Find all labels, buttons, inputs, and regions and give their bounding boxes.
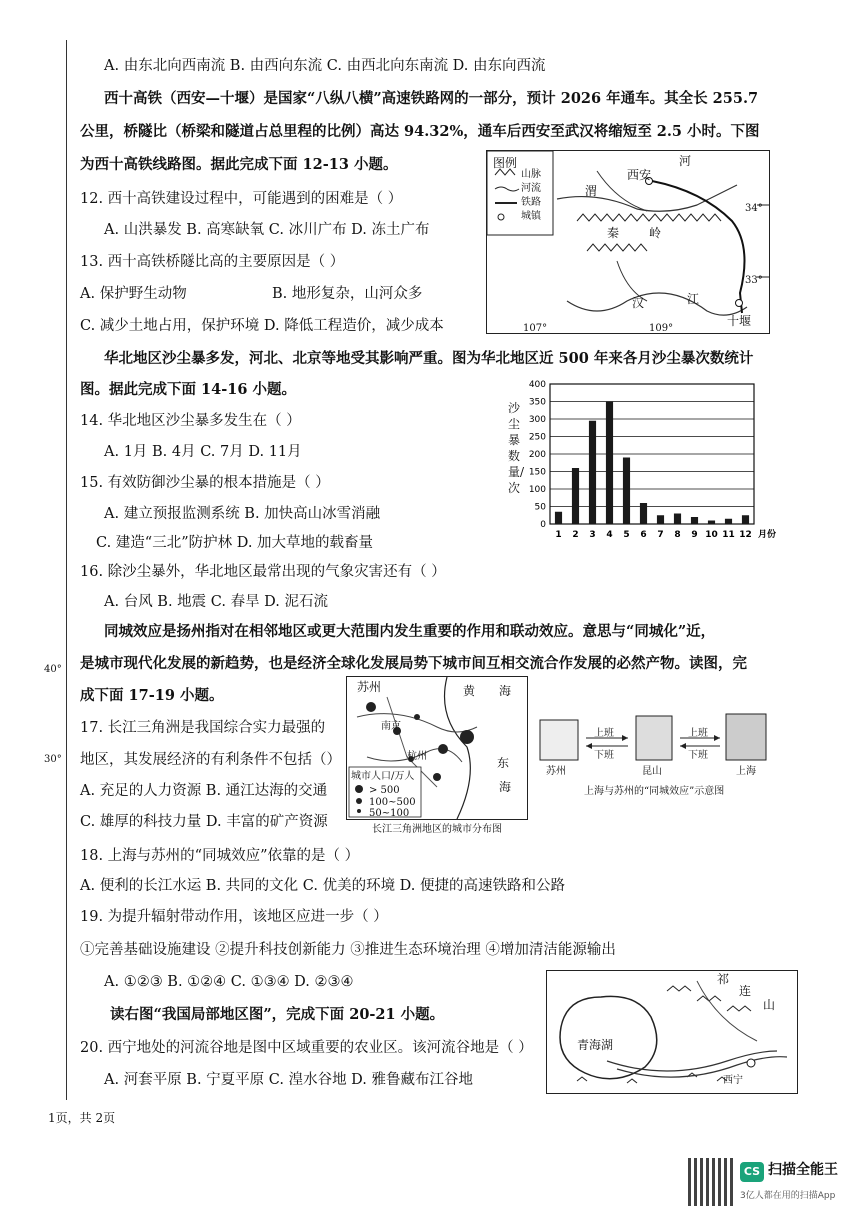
qinghai-label-shan: 山 <box>763 998 776 1012</box>
q17-options-cd: C. 雄厚的科技力量 D. 丰富的矿产资源 <box>80 814 328 830</box>
label-lon107: 107° <box>523 323 548 334</box>
q15-options-ab: A. 建立预报监测系统 B. 加快高山冰雪消融 <box>104 506 381 522</box>
label-jiang: 江 <box>687 292 700 306</box>
intro-20-21: 读右图“我国局部地区图”，完成下面 20-21 小题。 <box>110 1006 445 1023</box>
intro-17-19-line3: 成下面 17-19 小题。 <box>80 687 224 704</box>
label-lon109: 109° <box>649 323 674 334</box>
delta-label-hai2: 海 <box>499 780 512 794</box>
label-xian: 西安 <box>627 168 652 182</box>
q16-stem: 16. 除沙尘暴外，华北地区最常出现的气象灾害还有（ ） <box>80 564 446 580</box>
scanner-tagline: 3亿人都在用的扫描App <box>740 1191 836 1201</box>
commute-go-1: 上班 <box>594 728 614 739</box>
rail-legend-town: 城镇 <box>521 211 541 222</box>
qinghai-label-xining: 西宁 <box>723 1075 743 1086</box>
rail-legend-mountain: 山脉 <box>521 169 541 180</box>
dust-chart <box>504 376 804 546</box>
commute-go-2: 上班 <box>688 728 708 739</box>
delta-label-dong: 东 <box>497 756 510 770</box>
commute-diagram <box>536 712 776 808</box>
rail-map <box>486 150 770 334</box>
intro-14-16-line1: 华北地区沙尘暴多发，河北、北京等地受其影响严重。图为华北地区近 500 年来各月沙尘暴次数统计 <box>104 350 754 367</box>
x-tick-label: 7 <box>657 530 664 540</box>
intro-14-16-line2: 图。据此完成下面 14-16 小题。 <box>80 381 296 398</box>
q19-items: ①完善基础设施建设 ②提升科技创新能力 ③推进生态环境治理 ④增加清洁能源输出 <box>80 942 616 958</box>
delta-label-huang: 黄 <box>463 684 476 698</box>
label-qin: 秦 <box>607 226 620 240</box>
commute-back-2: 下班 <box>688 750 708 761</box>
page-footer: 1页，共 2页 <box>48 1111 116 1125</box>
delta-legend-medium: 100~500 <box>369 797 416 808</box>
x-tick-label: 4 <box>606 530 613 540</box>
q15-options-cd: C. 建造“三北”防护林 D. 加大草地的载畜量 <box>96 535 374 551</box>
bar-month-8 <box>674 514 681 525</box>
chart-ylabel: 沙尘暴数量/次 <box>508 401 525 495</box>
qinghai-label-lian: 连 <box>739 984 752 998</box>
margin-line <box>66 40 67 1100</box>
y-tick-label: 100 <box>528 485 546 495</box>
delta-label-hai: 海 <box>499 684 512 698</box>
q13-options-cd: C. 减少土地占用，保护环境 D. 降低工程造价，减少成本 <box>80 318 444 334</box>
q11-options: A. 由东北向西南流 B. 由西向东流 C. 由西北向东南流 D. 由东向西流 <box>104 58 546 74</box>
q17-stem-line1: 17. 长江三角洲是我国综合实力最强的 <box>80 720 326 736</box>
y-tick-label: 50 <box>534 502 546 513</box>
intro-17-19-line1: 同城效应是扬州指对在相邻地区或更大范围内发生重要的作用和联动效应。意思与“同城化”近， <box>104 623 716 640</box>
qinghai-map <box>546 970 798 1094</box>
y-tick-label: 300 <box>528 415 546 425</box>
label-wei: 渭 <box>585 184 598 198</box>
bar-month-9 <box>691 517 698 524</box>
label-lat34: 34° <box>745 203 763 214</box>
scanner-name: 扫描全能王 <box>768 1162 838 1178</box>
x-tick-label: 2 <box>572 530 579 540</box>
commute-city-kunshan: 昆山 <box>642 766 662 777</box>
delta-label-nanjing: 南京 <box>381 721 401 732</box>
commute-back-1: 下班 <box>594 750 614 761</box>
qr-code-icon <box>688 1158 736 1206</box>
x-tick-label: 9 <box>691 530 698 540</box>
qinghai-drawing <box>547 971 797 1093</box>
q18-stem: 18. 上海与苏州的“同城效应”依靠的是（ ） <box>80 848 360 864</box>
label-lat33: 33° <box>745 275 763 286</box>
intro-12-13-line2: 公里，桥隧比（桥梁和隧道占总里程的比例）高达 94.32%，通车后西安至武汉将缩短至 2.5 小时。下图 <box>80 123 760 140</box>
bar-month-1 <box>555 512 562 524</box>
q13-option-b: B. 地形复杂，山河众多 <box>272 286 423 302</box>
intro-12-13-line3: 为西十高铁线路图。据此完成下面 12-13 小题。 <box>80 156 398 173</box>
label-he: 河 <box>679 154 692 168</box>
commute-caption: 上海与苏州的“同城效应”示意图 <box>584 786 725 797</box>
rail-legend-river: 河流 <box>521 183 541 194</box>
x-tick-label: 6 <box>640 530 647 540</box>
delta-legend-title: 城市人口/万人 <box>351 771 415 782</box>
rail-legend-railway: 铁路 <box>521 197 541 208</box>
q18-options: A. 便利的长江水运 B. 共同的文化 C. 优美的环境 D. 便捷的高速铁路和公路 <box>80 878 566 894</box>
q14-options: A. 1月 B. 4月 C. 7月 D. 11月 <box>104 444 302 460</box>
delta-map-caption: 长江三角洲地区的城市分布图 <box>372 824 502 835</box>
bar-month-10 <box>708 521 715 525</box>
x-tick-label: 8 <box>674 530 681 540</box>
bar-month-3 <box>589 421 596 524</box>
bar-month-5 <box>623 458 630 525</box>
q14-stem: 14. 华北地区沙尘暴多发生在（ ） <box>80 413 301 429</box>
label-ling: 岭 <box>649 226 662 240</box>
y-tick-label: 0 <box>540 520 546 530</box>
q20-stem: 20. 西宁地处的河流谷地是图中区域重要的农业区。该河流谷地是（ ） <box>80 1040 533 1056</box>
bar-month-12 <box>742 515 749 524</box>
q16-options: A. 台风 B. 地震 C. 春旱 D. 泥石流 <box>104 594 329 610</box>
qinghai-label-qi: 祁 <box>717 972 730 986</box>
x-tick-label: 1 <box>555 530 562 540</box>
bar-month-2 <box>572 468 579 524</box>
delta-label-hangzhou-a: 杭州 <box>407 751 427 762</box>
x-tick-label: 12 <box>739 530 752 540</box>
y-tick-label: 350 <box>528 397 546 408</box>
delta-label-suzhou: 苏州 <box>357 680 382 694</box>
rail-legend-title: 图例 <box>493 156 518 170</box>
q17-options-ab: A. 充足的人力资源 B. 通江达海的交通 <box>80 783 328 799</box>
margin-mark-40: 40° <box>44 664 62 675</box>
label-han: 汉 <box>632 296 645 310</box>
qinghai-lake-label: 青海湖 <box>577 1038 614 1052</box>
bar-month-11 <box>725 519 732 524</box>
y-tick-label: 150 <box>528 467 546 478</box>
q17-stem-line2: 地区，其发展经济的有利条件不包括（） <box>80 752 341 768</box>
q19-stem: 19. 为提升辐射带动作用，该地区应进一步（ ） <box>80 909 388 925</box>
y-tick-label: 200 <box>528 450 546 460</box>
x-tick-label: 5 <box>623 530 630 540</box>
intro-17-19-line2: 是城市现代化发展的新趋势，也是经济全球化发展局势下城市间互相交流合作发展的必然产物。读图，完 <box>80 655 747 672</box>
x-tick-label: 3 <box>589 530 596 540</box>
scanner-logo-icon: CS <box>740 1162 764 1182</box>
y-tick-label: 400 <box>528 380 546 390</box>
commute-city-suzhou: 苏州 <box>546 766 566 777</box>
delta-legend-small: 50~100 <box>369 808 410 819</box>
q19-options: A. ①②③ B. ①②④ C. ①③④ D. ②③④ <box>104 974 354 990</box>
y-tick-label: 250 <box>528 432 546 443</box>
q13-option-a: A. 保护野生动物 <box>80 286 187 302</box>
delta-legend-large: > 500 <box>369 785 400 796</box>
bar-month-6 <box>640 503 647 524</box>
q12-stem: 12. 西十高铁建设过程中，可能遇到的困难是（ ） <box>80 191 403 207</box>
x-tick-label: 11 <box>722 530 735 540</box>
commute-city-shanghai: 上海 <box>736 766 756 777</box>
margin-mark-30: 30° <box>44 754 62 765</box>
delta-map <box>346 676 528 820</box>
q15-stem: 15. 有效防御沙尘暴的根本措施是（ ） <box>80 475 330 491</box>
intro-12-13-line1: 西十高铁（西安—十堰）是国家“八纵八横”高速铁路网的一部分，预计 2026 年通车。其全长 255.7 <box>104 90 759 107</box>
dust-chart-svg <box>504 376 804 546</box>
x-tick-label: 10 <box>705 530 718 540</box>
q20-options: A. 河套平原 B. 宁夏平原 C. 湟水谷地 D. 雅鲁藏布江谷地 <box>104 1072 474 1088</box>
bar-month-4 <box>606 402 613 525</box>
label-shiyan: 十堰 <box>727 314 752 328</box>
bar-month-7 <box>657 515 664 524</box>
chart-xlabel: 月份 <box>758 530 777 540</box>
q12-options: A. 山洪暴发 B. 高寒缺氧 C. 冰川广布 D. 冻土广布 <box>104 222 430 238</box>
q13-stem: 13. 西十高铁桥隧比高的主要原因是（ ） <box>80 254 345 270</box>
